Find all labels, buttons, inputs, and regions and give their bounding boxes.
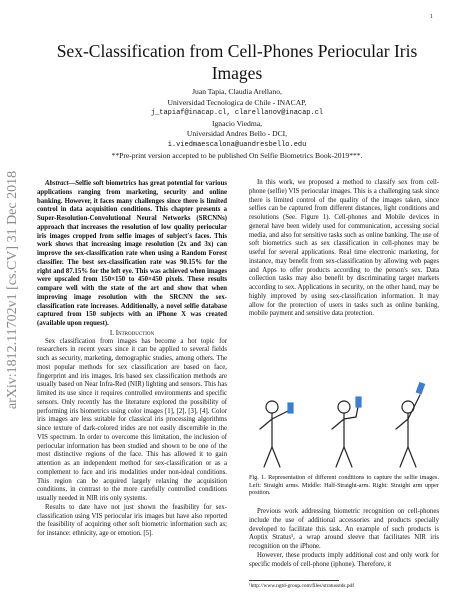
figure-selfie-conditions bbox=[252, 367, 438, 470]
abstract bbox=[37, 180, 227, 329]
affiliation-2: Universidad Andres Bello - DCI, bbox=[186, 129, 288, 139]
right-paragraph-3: However, these products imply additional cost and only work for specific models of cell-phone (iphone). Therefore, it bbox=[249, 551, 439, 568]
author-name-2: Ignacio Viedma, bbox=[211, 118, 262, 128]
arxiv-stamp: arXiv:1812.11702v1 [cs.CV] 31 Dec 2018 bbox=[5, 170, 20, 410]
preprint-note: **Pre-print version accepted to be published On Selfie Biometrics Book-2019***. bbox=[111, 150, 363, 160]
author-names: Juan Tapia, Claudia Arellano, bbox=[192, 87, 282, 96]
phone-icon bbox=[416, 383, 424, 394]
phone-icon bbox=[288, 403, 293, 413]
author-block bbox=[30, 87, 444, 161]
page-number: 1 bbox=[430, 14, 433, 20]
head-icon bbox=[338, 401, 350, 413]
figure-left-person bbox=[260, 401, 293, 467]
right-paragraph-1: In this work, we proposed a method to classify sex from cell-phone (selfie) VIS periocular images. This is a challenging task since there is limited control of the quality of the images taken, since selfies can be captured from different distances, light conditions and resolutions (See. Figure 1). Cell-phones and Mobile devices in general have been widely used for communication, accessing social media, and also for sensitive tasks such as online banking. The use of soft biometrics such as sex classification in cell-phones may be useful for several applications. Real time electronic marketing, for instance, may benefit from sex-classification by allowing web pages and Apps to offer products according to the person's sex. Data collection tasks may also benefit by discriminating target markets according to sex. Applications in security, on the other hand, may be highly improved by using sex-classification information. It may allow for the protection of users in tasks such as online banking, mobile payment and sensitive data protection. bbox=[249, 179, 439, 318]
arxiv-stamp-container bbox=[4, 100, 22, 480]
figure-right-person bbox=[396, 383, 425, 467]
email-1: j_tapiaf@inacap.cl, clarellanov@inacap.cl bbox=[150, 109, 324, 118]
left-column bbox=[37, 180, 227, 539]
footnote bbox=[249, 580, 355, 590]
figure-caption: Fig. 1. Representation of different conditions to capture the selfie images. Left: Straight arms. Middle: Half-Straight-arm. Right: Straight arm upper position. bbox=[249, 474, 439, 497]
intro-paragraph-2: Results to date have not just shown the feasibility for sex-classification using VIS periocular iris images but have also reported the feasibility of acquiring other soft biometric information such as; for instance: ethnicity, age or emotion. [5]. bbox=[37, 503, 227, 537]
abstract-label: Abstract bbox=[45, 180, 69, 187]
right-column-lower bbox=[249, 508, 439, 569]
footnote-text: ¹http://www.ngtd-group.com/files/stratusstds.pdf bbox=[249, 583, 355, 589]
figure-middle-person bbox=[332, 397, 361, 467]
abstract-text: —Selfie soft biometrics has great potential for various applications ranging from marketing, security and online banking. However, it faces many challenges since there is limited control in data acquisition conditions. This chapter presents a Super-Resolution-Convolutional Neural Networks (SRCNNs) approach that increases the resolution of low quality periocular iris images cropped from selfie images of subject's faces. This work shows that increasing image resolution (2x and 3x) can improve the sex-classification rate when using a Random Forest classifier. The best sex-classification rate was 90.15% for the right and 87.15% for the left eye. This was achieved when images were upscaled from 150×150 to 450×450 pixels. These results compare well with the state of the art and show that when improving image resolution with the SRCNN the sex-classification rate increases. Additionally, a novel selfie database captured from 150 subjects with an iPhone X was created (available upon request). bbox=[37, 180, 227, 327]
right-paragraph-2: Previous work addressing biometric recognition on cell-phones include the use of additional accessories and products specially developed to facilitate this task. An example of such products is Aoptix Stratus¹, a wrap around sleeve that facilitates NIR iris recognition on the iPhone. bbox=[249, 508, 439, 550]
intro-paragraph-1: Sex classification from images has become a hot topic for researchers in recent years since it can be applied to several fields such as security, marketing, demographic studies, among others. The most popular methods for sex classification are based on face, fingerprint and iris images. Iris based sex classification methods are usually based on Near Infra-Red (NIR) lighting and sensors. This has limited its use since it requires controlled environments and specific sensors. Only recently has the literature explored the possibility of performing iris biometrics using color images [1], [2], [3], [4]. Color iris images are less suitable for classical iris processing algorithms since texture of dark-colored irides are not easily discernible in the VIS spectrum. In order to overcome this limitation, the inclusion of periocular information has been studied and shown to be one of the most distinctive regions of the face. This has allowed it to gain attention as an independent method for sex-classification or as a complement to face and iris modalities under non-ideal conditions. This region can be acquired largely relaxing the acquisition conditions, in contrast to the more carefully controlled conditions usually needed in NIR iris only systems. bbox=[37, 337, 227, 502]
head-icon bbox=[266, 401, 278, 413]
section-heading-introduction: I. Introduction bbox=[109, 328, 155, 337]
email-2: i.viedmaescalona@uandresbello.edu bbox=[167, 140, 307, 149]
phone-icon bbox=[356, 397, 361, 407]
right-column bbox=[249, 179, 439, 319]
paper-title: Sex-Classification from Cell-Phones Periocular Iris Images bbox=[56, 41, 418, 83]
affiliation-1: Universidad Tecnologica de Chile - INACAP, bbox=[167, 97, 307, 107]
